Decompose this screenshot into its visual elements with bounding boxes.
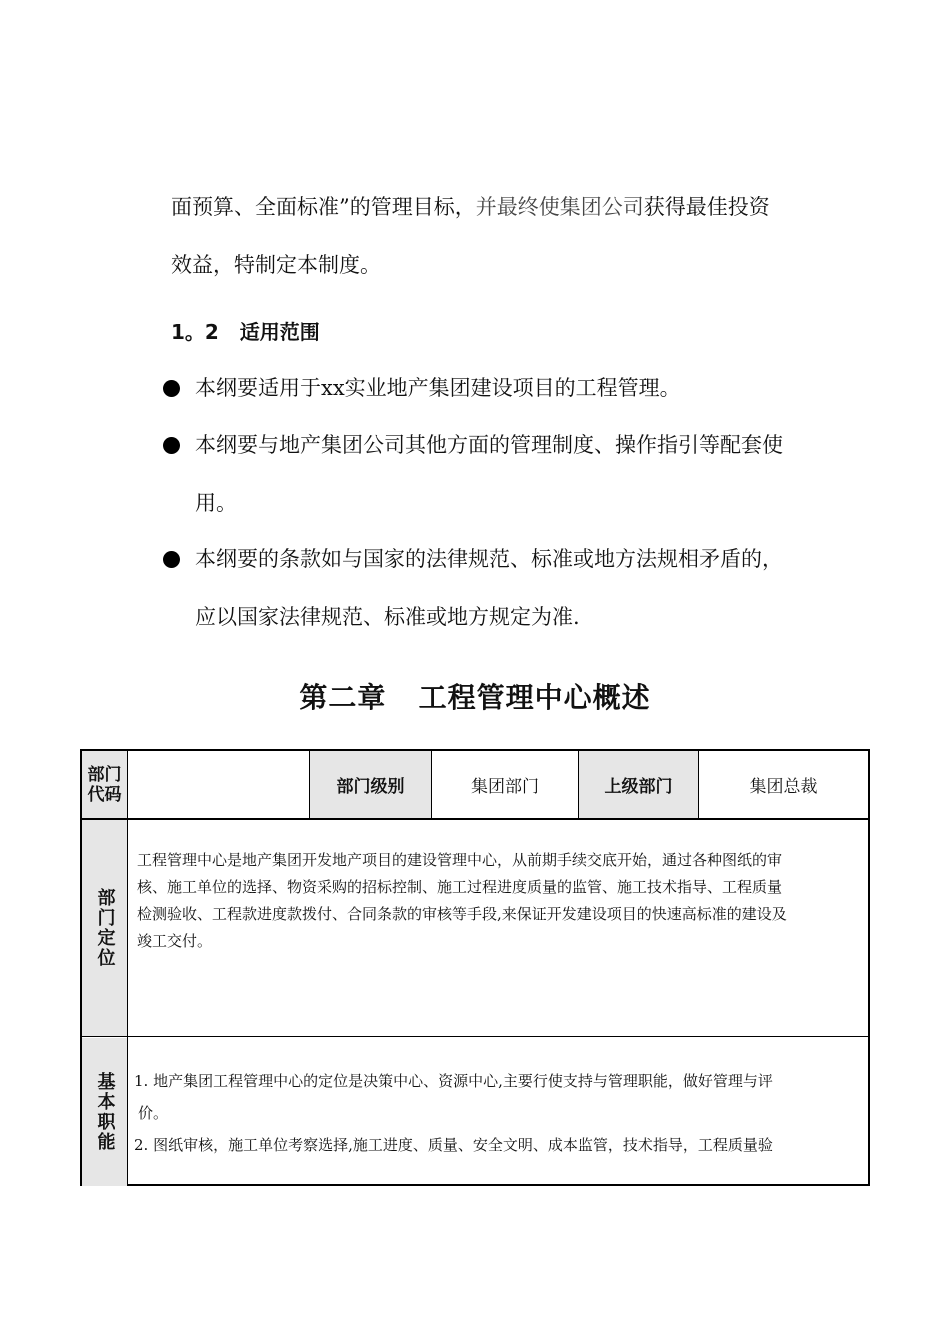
- table-divider-col-3: [431, 751, 432, 819]
- position-line-3: 检测验收、工程款进度款拨付、合同条款的审核等手段,来保证开发建设项目的快速高标准的建设及: [137, 905, 787, 923]
- dept-level-value-cell: [432, 751, 578, 818]
- intro-text-c: 获得最佳投资: [643, 195, 770, 219]
- position-line-4: 竣工交付。: [137, 932, 213, 950]
- dept-code-label: 部门代码: [87, 764, 122, 805]
- intro-text-b: 并最终使集团公司: [475, 195, 644, 219]
- intro-text-a: 面预算、全面标准”的管理目标，: [171, 195, 476, 219]
- position-label-cell: [82, 820, 127, 1036]
- table-divider-row-2: [82, 1036, 868, 1037]
- superior-value-cell: [699, 751, 868, 818]
- position-description: [137, 847, 787, 955]
- bullet-dot-1: [163, 380, 180, 397]
- table-divider-col-1: [127, 751, 128, 1186]
- bullet-1-line-1: 本纲要适用于xx实业地产集团建设项目的工程管理。: [195, 376, 681, 400]
- section-heading: 1。2 适用范围: [171, 320, 320, 344]
- dept-level-label: 部门级别: [336, 777, 405, 797]
- functions-description: [134, 1065, 773, 1161]
- dept-code-label-cell: [82, 751, 127, 818]
- superior-label-cell: [579, 751, 698, 818]
- functions-label: 基本职能: [94, 1072, 116, 1152]
- dept-level-label-cell: [310, 751, 431, 818]
- position-line-2: 核、施工单位的选择、物资采购的招标控制、施工过程进度质量的监管、施工技术指导、工程质量: [137, 878, 783, 896]
- bullet-3-line-1: 本纲要的条款如与国家的法律规范、标准或地方法规相矛盾的，: [195, 547, 783, 571]
- superior-value: 集团总裁: [749, 777, 818, 797]
- functions-line-1: 1. 地产集团工程管理中心的定位是决策中心、资源中心,主要行使支持与管理职能，做好管理与评: [134, 1072, 773, 1090]
- functions-line-2: 价。: [138, 1104, 169, 1122]
- position-label: 部门定位: [94, 888, 116, 968]
- table-divider-row-1: [82, 818, 868, 820]
- table-divider-col-2: [309, 751, 310, 819]
- department-table: [80, 749, 870, 1186]
- bullet-3-line-2: 应以国家法律规范、标准或地方规定为准.: [195, 605, 580, 629]
- superior-label: 上级部门: [604, 777, 673, 797]
- dept-code-value-cell: [128, 751, 309, 818]
- dept-level-value: 集团部门: [471, 777, 539, 797]
- position-line-1: 工程管理中心是地产集团开发地产项目的建设管理中心，从前期手续交底开始，通过各种图纸的审: [137, 851, 783, 869]
- chapter-title: 第二章 工程管理中心概述: [299, 681, 651, 714]
- bullet-2-line-1: 本纲要与地产集团公司其他方面的管理制度、操作指引等配套使: [195, 433, 783, 457]
- bullet-dot-2: [163, 437, 180, 454]
- intro-line-2: 效益，特制定本制度。: [171, 253, 381, 277]
- bullet-dot-3: [163, 551, 180, 568]
- table-divider-col-4: [578, 751, 579, 819]
- intro-line-1: [171, 193, 770, 221]
- functions-line-3: 2. 图纸审核，施工单位考察选择,施工进度、质量、安全文明、成本监管，技术指导，工程质量验: [134, 1136, 773, 1154]
- bullet-2-line-2: 用。: [195, 491, 237, 515]
- table-divider-col-5: [698, 751, 699, 819]
- functions-label-cell: [82, 1038, 127, 1186]
